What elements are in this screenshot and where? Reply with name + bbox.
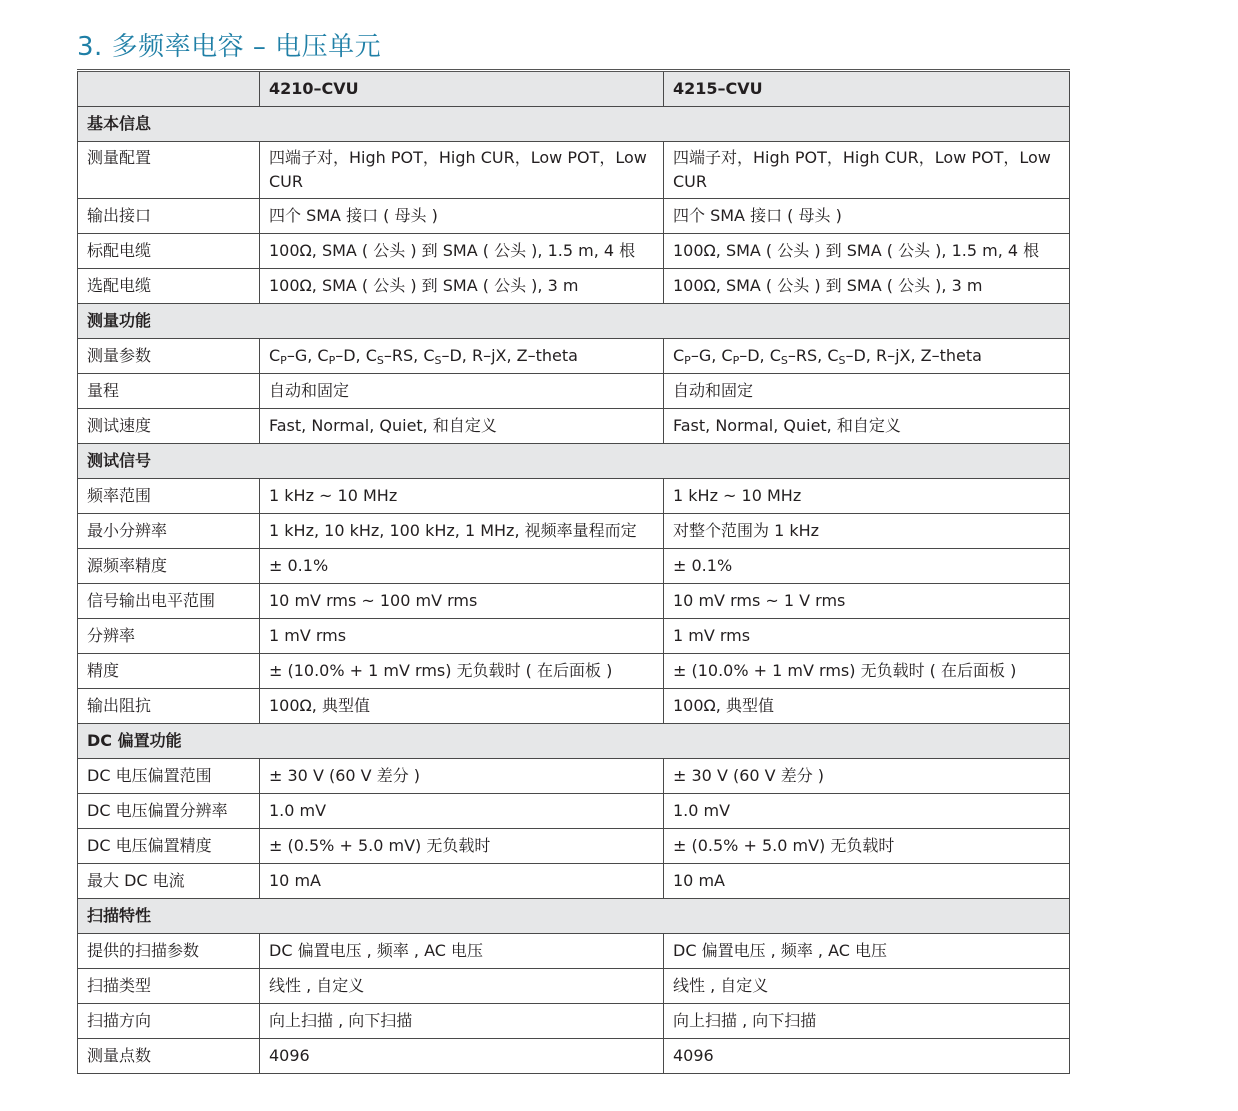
table-row bbox=[78, 654, 1070, 689]
cell-4210: 100Ω, 典型值 bbox=[260, 689, 664, 724]
row-label: 测量配置 bbox=[78, 142, 260, 199]
section-header-row bbox=[78, 444, 1070, 479]
param-cp-sub: P bbox=[732, 354, 740, 367]
spec-table bbox=[77, 69, 1070, 1074]
table-row bbox=[78, 479, 1070, 514]
cell-4215: ± 0.1% bbox=[664, 549, 1070, 584]
section-label: 基本信息 bbox=[78, 107, 1070, 142]
cell-4215: 100Ω, SMA ( 公头 ) 到 SMA ( 公头 ), 1.5 m, 4 根 bbox=[664, 234, 1070, 269]
table-row bbox=[78, 142, 1070, 199]
param-cp: C bbox=[317, 346, 329, 365]
cell-4215: 向上扫描 , 向下扫描 bbox=[664, 1004, 1070, 1039]
cell-4215: ± (0.5% + 5.0 mV) 无负载时 bbox=[664, 829, 1070, 864]
cell-4210: 1.0 mV bbox=[260, 794, 664, 829]
table-row bbox=[78, 549, 1070, 584]
table-row bbox=[78, 269, 1070, 304]
cell-4210: Fast, Normal, Quiet, 和自定义 bbox=[260, 409, 664, 444]
param-cs-sub: S bbox=[838, 354, 846, 367]
row-label: 选配电缆 bbox=[78, 269, 260, 304]
cell-4210: ± (10.0% + 1 mV rms) 无负载时 ( 在后面板 ) bbox=[260, 654, 664, 689]
table-row bbox=[78, 199, 1070, 234]
cell-4210: DC 偏置电压 , 频率 , AC 电压 bbox=[260, 934, 664, 969]
cell-4210 bbox=[260, 339, 664, 374]
param-cp: C bbox=[673, 346, 685, 365]
row-label: 测量点数 bbox=[78, 1039, 260, 1074]
section-label: DC 偏置功能 bbox=[78, 724, 1070, 759]
table-row bbox=[78, 864, 1070, 899]
section-label: 测试信号 bbox=[78, 444, 1070, 479]
table-row bbox=[78, 759, 1070, 794]
cell-4215: 1 kHz ~ 10 MHz bbox=[664, 479, 1070, 514]
param-rest: –D, R–jX, Z–theta bbox=[441, 346, 578, 365]
table-row bbox=[78, 584, 1070, 619]
header-4210: 4210–CVU bbox=[260, 71, 664, 107]
param-cp-sub: P bbox=[328, 354, 336, 367]
param-cp: C bbox=[269, 346, 281, 365]
param-cs: C bbox=[423, 346, 435, 365]
cell-4210: 四端子对，High POT，High CUR，Low POT，Low CUR bbox=[260, 142, 664, 199]
param-cs-sub: S bbox=[780, 354, 788, 367]
table-row bbox=[78, 969, 1070, 1004]
row-label: DC 电压偏置精度 bbox=[78, 829, 260, 864]
section-label: 扫描特性 bbox=[78, 899, 1070, 934]
table-row bbox=[78, 1039, 1070, 1074]
cell-4215: 1 mV rms bbox=[664, 619, 1070, 654]
row-label: 输出接口 bbox=[78, 199, 260, 234]
section-header-row bbox=[78, 304, 1070, 339]
table-row bbox=[78, 689, 1070, 724]
cell-4215: 四个 SMA 接口 ( 母头 ) bbox=[664, 199, 1070, 234]
param-rs: –RS, bbox=[787, 346, 828, 365]
cell-4215: DC 偏置电压 , 频率 , AC 电压 bbox=[664, 934, 1070, 969]
header-4215: 4215–CVU bbox=[664, 71, 1070, 107]
cell-4210: 100Ω, SMA ( 公头 ) 到 SMA ( 公头 ), 1.5 m, 4 根 bbox=[260, 234, 664, 269]
cell-4215: 四端子对，High POT，High CUR，Low POT，Low CUR bbox=[664, 142, 1070, 199]
param-g: –G, bbox=[286, 346, 318, 365]
cell-4210: 4096 bbox=[260, 1039, 664, 1074]
cell-4215: 线性 , 自定义 bbox=[664, 969, 1070, 1004]
row-label: DC 电压偏置范围 bbox=[78, 759, 260, 794]
row-label: 扫描方向 bbox=[78, 1004, 260, 1039]
param-rs: –RS, bbox=[383, 346, 424, 365]
cell-4215: 1.0 mV bbox=[664, 794, 1070, 829]
row-label: 源频率精度 bbox=[78, 549, 260, 584]
table-header-row bbox=[78, 71, 1070, 107]
param-cp-sub: P bbox=[280, 354, 287, 367]
cell-4210: 10 mA bbox=[260, 864, 664, 899]
row-label: 分辨率 bbox=[78, 619, 260, 654]
cell-4210: ± (0.5% + 5.0 mV) 无负载时 bbox=[260, 829, 664, 864]
cell-4215: 对整个范围为 1 kHz bbox=[664, 514, 1070, 549]
table-row bbox=[78, 514, 1070, 549]
row-label: 信号输出电平范围 bbox=[78, 584, 260, 619]
cell-4210: 四个 SMA 接口 ( 母头 ) bbox=[260, 199, 664, 234]
cell-4215: 4096 bbox=[664, 1039, 1070, 1074]
table-row bbox=[78, 934, 1070, 969]
cell-4210: 线性 , 自定义 bbox=[260, 969, 664, 1004]
table-row bbox=[78, 1004, 1070, 1039]
row-label: 测量参数 bbox=[78, 339, 260, 374]
param-cs: C bbox=[365, 346, 377, 365]
section-label: 测量功能 bbox=[78, 304, 1070, 339]
param-cs-sub: S bbox=[434, 354, 442, 367]
section-header-row bbox=[78, 107, 1070, 142]
row-label: 标配电缆 bbox=[78, 234, 260, 269]
section-header-row bbox=[78, 724, 1070, 759]
param-cs: C bbox=[769, 346, 781, 365]
page-title: 3. 多频率电容 – 电压单元 bbox=[77, 32, 382, 62]
table-row bbox=[78, 619, 1070, 654]
param-cp-sub: P bbox=[684, 354, 691, 367]
cell-4210: ± 30 V (60 V 差分 ) bbox=[260, 759, 664, 794]
table-row bbox=[78, 409, 1070, 444]
param-d: –D, bbox=[335, 346, 366, 365]
cell-4210: ± 0.1% bbox=[260, 549, 664, 584]
row-label: 提供的扫描参数 bbox=[78, 934, 260, 969]
row-label: 精度 bbox=[78, 654, 260, 689]
table-row bbox=[78, 794, 1070, 829]
param-d: –D, bbox=[739, 346, 770, 365]
param-cs: C bbox=[827, 346, 839, 365]
cell-4210: 100Ω, SMA ( 公头 ) 到 SMA ( 公头 ), 3 m bbox=[260, 269, 664, 304]
cell-4215: ± 30 V (60 V 差分 ) bbox=[664, 759, 1070, 794]
param-cp: C bbox=[721, 346, 733, 365]
cell-4215: 100Ω, SMA ( 公头 ) 到 SMA ( 公头 ), 3 m bbox=[664, 269, 1070, 304]
cell-4210: 10 mV rms ~ 100 mV rms bbox=[260, 584, 664, 619]
row-label: 测试速度 bbox=[78, 409, 260, 444]
param-cs-sub: S bbox=[376, 354, 384, 367]
row-label: DC 电压偏置分辨率 bbox=[78, 794, 260, 829]
cell-4215 bbox=[664, 339, 1070, 374]
cell-4215: Fast, Normal, Quiet, 和自定义 bbox=[664, 409, 1070, 444]
row-label: 输出阻抗 bbox=[78, 689, 260, 724]
table-body bbox=[78, 107, 1070, 1074]
row-label: 量程 bbox=[78, 374, 260, 409]
cell-4210: 自动和固定 bbox=[260, 374, 664, 409]
cell-4210: 向上扫描 , 向下扫描 bbox=[260, 1004, 664, 1039]
section-header-row bbox=[78, 899, 1070, 934]
row-label: 频率范围 bbox=[78, 479, 260, 514]
cell-4215: 100Ω, 典型值 bbox=[664, 689, 1070, 724]
cell-4215: 10 mV rms ~ 1 V rms bbox=[664, 584, 1070, 619]
row-label: 最大 DC 电流 bbox=[78, 864, 260, 899]
row-label: 最小分辨率 bbox=[78, 514, 260, 549]
cell-4210: 1 kHz ~ 10 MHz bbox=[260, 479, 664, 514]
table-row bbox=[78, 829, 1070, 864]
cell-4215: 10 mA bbox=[664, 864, 1070, 899]
param-rest: –D, R–jX, Z–theta bbox=[845, 346, 982, 365]
param-g: –G, bbox=[690, 346, 722, 365]
table-row bbox=[78, 374, 1070, 409]
table-row bbox=[78, 234, 1070, 269]
header-blank bbox=[78, 71, 260, 107]
cell-4215: ± (10.0% + 1 mV rms) 无负载时 ( 在后面板 ) bbox=[664, 654, 1070, 689]
cell-4215: 自动和固定 bbox=[664, 374, 1070, 409]
cell-4210: 1 kHz, 10 kHz, 100 kHz, 1 MHz, 视频率量程而定 bbox=[260, 514, 664, 549]
cell-4210: 1 mV rms bbox=[260, 619, 664, 654]
table-row bbox=[78, 339, 1070, 374]
row-label: 扫描类型 bbox=[78, 969, 260, 1004]
